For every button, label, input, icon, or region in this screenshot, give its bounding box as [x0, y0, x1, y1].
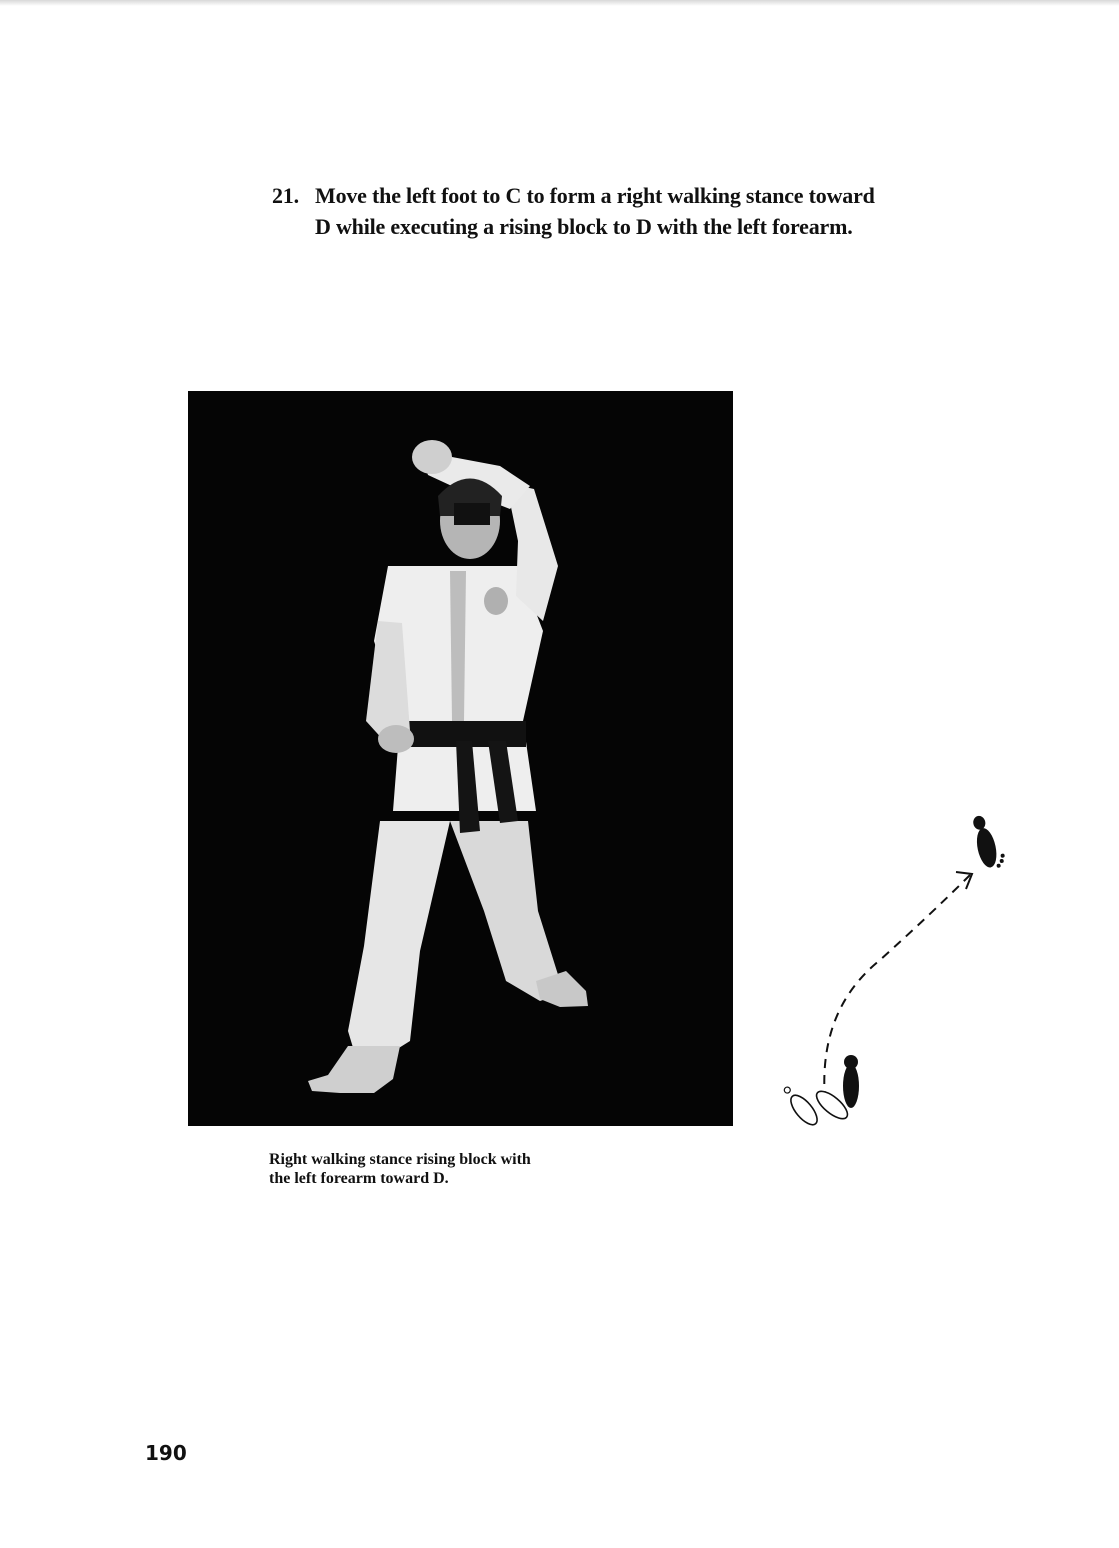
page-number: 190: [145, 1441, 187, 1465]
left-foot-end-icon: [971, 812, 1007, 871]
caption-line-1: Right walking stance rising block with: [269, 1151, 531, 1168]
footwork-diagram-svg: [780, 810, 1010, 1155]
photo-illustration: [188, 391, 733, 1126]
instruction-paragraph: [272, 180, 912, 242]
footwork-diagram: [780, 810, 1010, 1155]
left-foot-solid-icon: [843, 1055, 859, 1108]
page-top-edge: [0, 0, 1119, 6]
caption-line-2: the left forearm toward D.: [269, 1170, 449, 1187]
photo-caption: [269, 1150, 669, 1188]
step-number: 21.: [272, 183, 299, 208]
step-text: Move the left foot to C to form a right walking stance toward D while executing a rising block to D with the left forearm.: [315, 183, 875, 239]
left-foot-start-icon: [780, 1083, 822, 1129]
martial-artist-rising-block-photo: [188, 391, 733, 1126]
